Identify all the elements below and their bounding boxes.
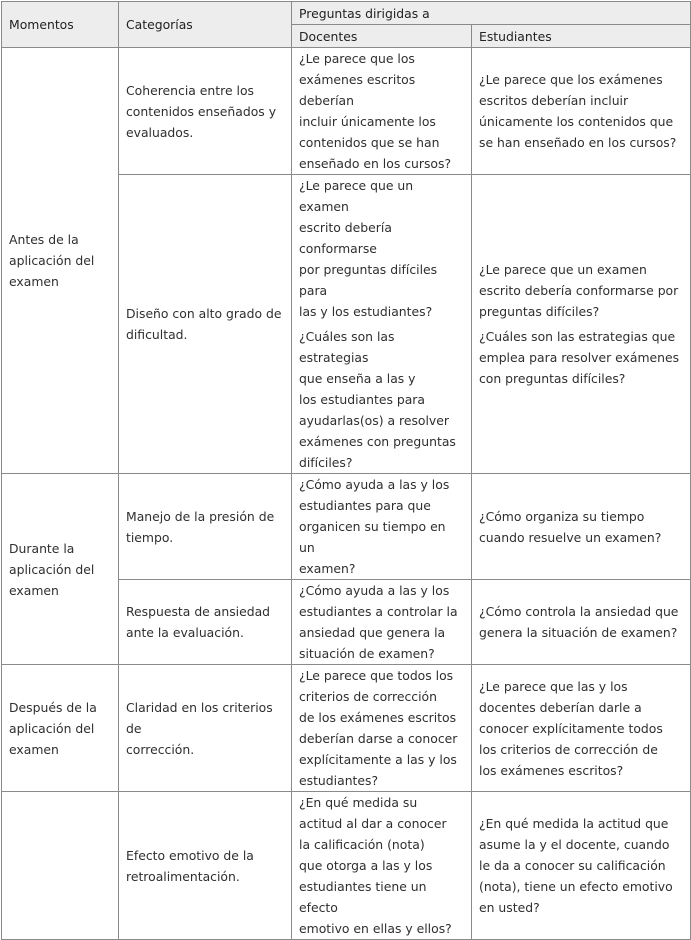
text-line: ¿Le parece que los exámenes: [479, 72, 663, 87]
text-line: Coherencia entre los: [126, 82, 254, 98]
docentes-question-cell: [292, 665, 472, 792]
text-line: corrección.: [126, 741, 195, 757]
text-line: emplea para resolver exámenes: [479, 350, 680, 365]
text-line: deberían darse a conocer: [299, 731, 458, 746]
text-line: de los exámenes escritos: [299, 710, 457, 725]
estudiantes-question-cell: [472, 175, 691, 474]
docentes-question-cell: [292, 175, 472, 474]
question-paragraph: [479, 813, 683, 918]
text-line: Efecto emotivo de la: [126, 847, 254, 863]
text-line: los exámenes escritos?: [479, 762, 624, 778]
text-line: ante la evaluación.: [126, 625, 244, 640]
text-line: examen: [9, 274, 59, 289]
text-line: ¿Cuáles son las estrategias que: [479, 329, 676, 344]
text-line: tiempo.: [126, 529, 174, 545]
moment-cell-empty: [2, 792, 119, 940]
text-line: examen?: [299, 561, 356, 576]
text-line: explícitamente a las y los: [299, 752, 457, 767]
docentes-question-cell: [292, 48, 472, 175]
text-line: escrito debería conformarse: [299, 220, 392, 256]
question-paragraph: [299, 326, 464, 473]
category-cell: [119, 175, 292, 474]
text-line: Manejo de la presión de: [126, 508, 275, 524]
text-line: estudiantes a controlar la: [299, 604, 458, 619]
estudiantes-question-cell: [472, 48, 691, 175]
text-line: preguntas difíciles?: [479, 304, 600, 319]
text-line: se han enseñado en los cursos?: [479, 135, 677, 150]
text-line: por preguntas difíciles para: [299, 262, 438, 298]
text-line: contenidos enseñados y: [126, 103, 277, 119]
text-line: cuando resuelve un examen?: [479, 529, 662, 545]
estudiantes-question-cell: [472, 792, 691, 940]
text-line: que enseña a las y: [299, 371, 416, 386]
text-line: incluir únicamente los: [299, 114, 436, 129]
question-paragraph: [479, 601, 683, 643]
question-paragraph: [299, 580, 464, 664]
text-line: los criterios de corrección de: [479, 741, 658, 757]
text-line: enseñado en los cursos?: [299, 156, 452, 171]
text-line: ¿Cómo organiza su tiempo: [479, 508, 645, 524]
question-paragraph: [479, 506, 683, 548]
text-line: ¿Le parece que los: [299, 51, 415, 66]
text-line: Claridad en los criterios de: [126, 699, 273, 736]
text-line: ¿En qué medida la actitud que: [479, 816, 669, 831]
text-line: aplicación del: [9, 561, 95, 577]
text-line: en usted?: [479, 900, 540, 915]
text-line: únicamente los contenidos que: [479, 114, 674, 129]
category-cell: [119, 665, 292, 792]
text-line: los estudiantes para: [299, 392, 425, 407]
category-cell: [119, 474, 292, 580]
question-paragraph: [479, 676, 683, 781]
moment-cell: [2, 48, 119, 474]
text-line: dificultad.: [126, 327, 188, 342]
text-line: difíciles?: [299, 455, 353, 470]
text-line: exámenes con preguntas: [299, 434, 456, 449]
estudiantes-question-cell: [472, 580, 691, 665]
docentes-question-cell: [292, 580, 472, 665]
text-line: aplicación del: [9, 253, 95, 268]
docentes-question-cell: [292, 474, 472, 580]
text-line: que otorga a las y los: [299, 858, 433, 873]
text-line: examen: [9, 582, 59, 598]
question-paragraph: [299, 175, 464, 322]
text-line: situación de examen?: [299, 646, 435, 661]
text-line: Diseño con alto grado de: [126, 306, 282, 321]
category-cell: [119, 792, 292, 940]
text-line: ¿Cómo ayuda a las y los: [299, 583, 450, 598]
text-line: Respuesta de ansiedad: [126, 604, 271, 619]
text-line: ayudarlas(os) a resolver: [299, 413, 449, 428]
text-line: docentes deberían darle a: [479, 699, 642, 715]
text-line: ¿Cómo controla la ansiedad que: [479, 604, 679, 619]
text-line: organicen su tiempo en un: [299, 519, 446, 555]
text-line: estudiantes tiene un efecto: [299, 879, 427, 915]
text-line: las y los estudiantes?: [299, 304, 433, 319]
text-line: la calificación (nota): [299, 837, 425, 852]
header-preguntas: Preguntas dirigidas a: [292, 2, 691, 25]
estudiantes-question-cell: [472, 665, 691, 792]
text-line: emotivo en ellas y ellos?: [299, 921, 452, 936]
text-line: escritos deberían incluir: [479, 93, 629, 108]
question-paragraph: [299, 665, 464, 791]
text-line: le da a conocer su calificación: [479, 858, 666, 873]
text-line: estudiantes?: [299, 773, 379, 788]
moment-cell: [2, 474, 119, 665]
text-line: criterios de corrección: [299, 689, 437, 704]
docentes-question-cell: [292, 792, 472, 940]
text-line: Durante la: [9, 540, 75, 556]
text-line: ¿Le parece que un examen: [479, 262, 647, 277]
text-line: examen: [9, 741, 59, 757]
text-line: ¿Le parece que un examen: [299, 178, 414, 214]
text-line: Antes de la: [9, 232, 79, 247]
question-paragraph: [479, 69, 683, 153]
header-momentos: Momentos: [2, 2, 119, 48]
text-line: (nota), tiene un efecto emotivo: [479, 879, 673, 894]
question-paragraph: [299, 792, 464, 939]
header-categorias: Categorías: [119, 2, 292, 48]
text-line: contenidos que se han: [299, 135, 440, 150]
text-line: actitud al dar a conocer: [299, 816, 447, 831]
moment-cell: [2, 665, 119, 792]
text-line: asume la y el docente, cuando: [479, 837, 670, 852]
text-line: aplicación del: [9, 720, 95, 736]
category-cell: [119, 580, 292, 665]
text-line: ¿En qué medida su: [299, 795, 418, 810]
text-line: con preguntas difíciles?: [479, 371, 626, 386]
text-line: retroalimentación.: [126, 868, 240, 884]
text-line: estudiantes para que: [299, 498, 431, 513]
questions-table: [1, 1, 691, 940]
header-docentes: Docentes: [292, 25, 472, 48]
text-line: escrito debería conformarse por: [479, 283, 679, 298]
category-cell: [119, 48, 292, 175]
question-paragraph: [479, 259, 683, 322]
text-line: ¿Cómo ayuda a las y los: [299, 477, 450, 492]
text-line: genera la situación de examen?: [479, 625, 678, 640]
header-estudiantes: Estudiantes: [472, 25, 691, 48]
text-line: exámenes escritos deberían: [299, 72, 416, 108]
question-paragraph: [479, 326, 683, 389]
estudiantes-question-cell: [472, 474, 691, 580]
text-line: ¿Le parece que las y los: [479, 678, 628, 694]
question-paragraph: [299, 48, 464, 174]
question-paragraph: [299, 474, 464, 579]
text-line: ¿Le parece que todos los: [299, 668, 454, 683]
text-line: ¿Cuáles son las estrategias: [299, 329, 395, 365]
text-line: Después de la: [9, 699, 97, 715]
text-line: evaluados.: [126, 124, 194, 140]
text-line: conocer explícitamente todos: [479, 720, 663, 736]
text-line: ansiedad que genera la: [299, 625, 446, 640]
